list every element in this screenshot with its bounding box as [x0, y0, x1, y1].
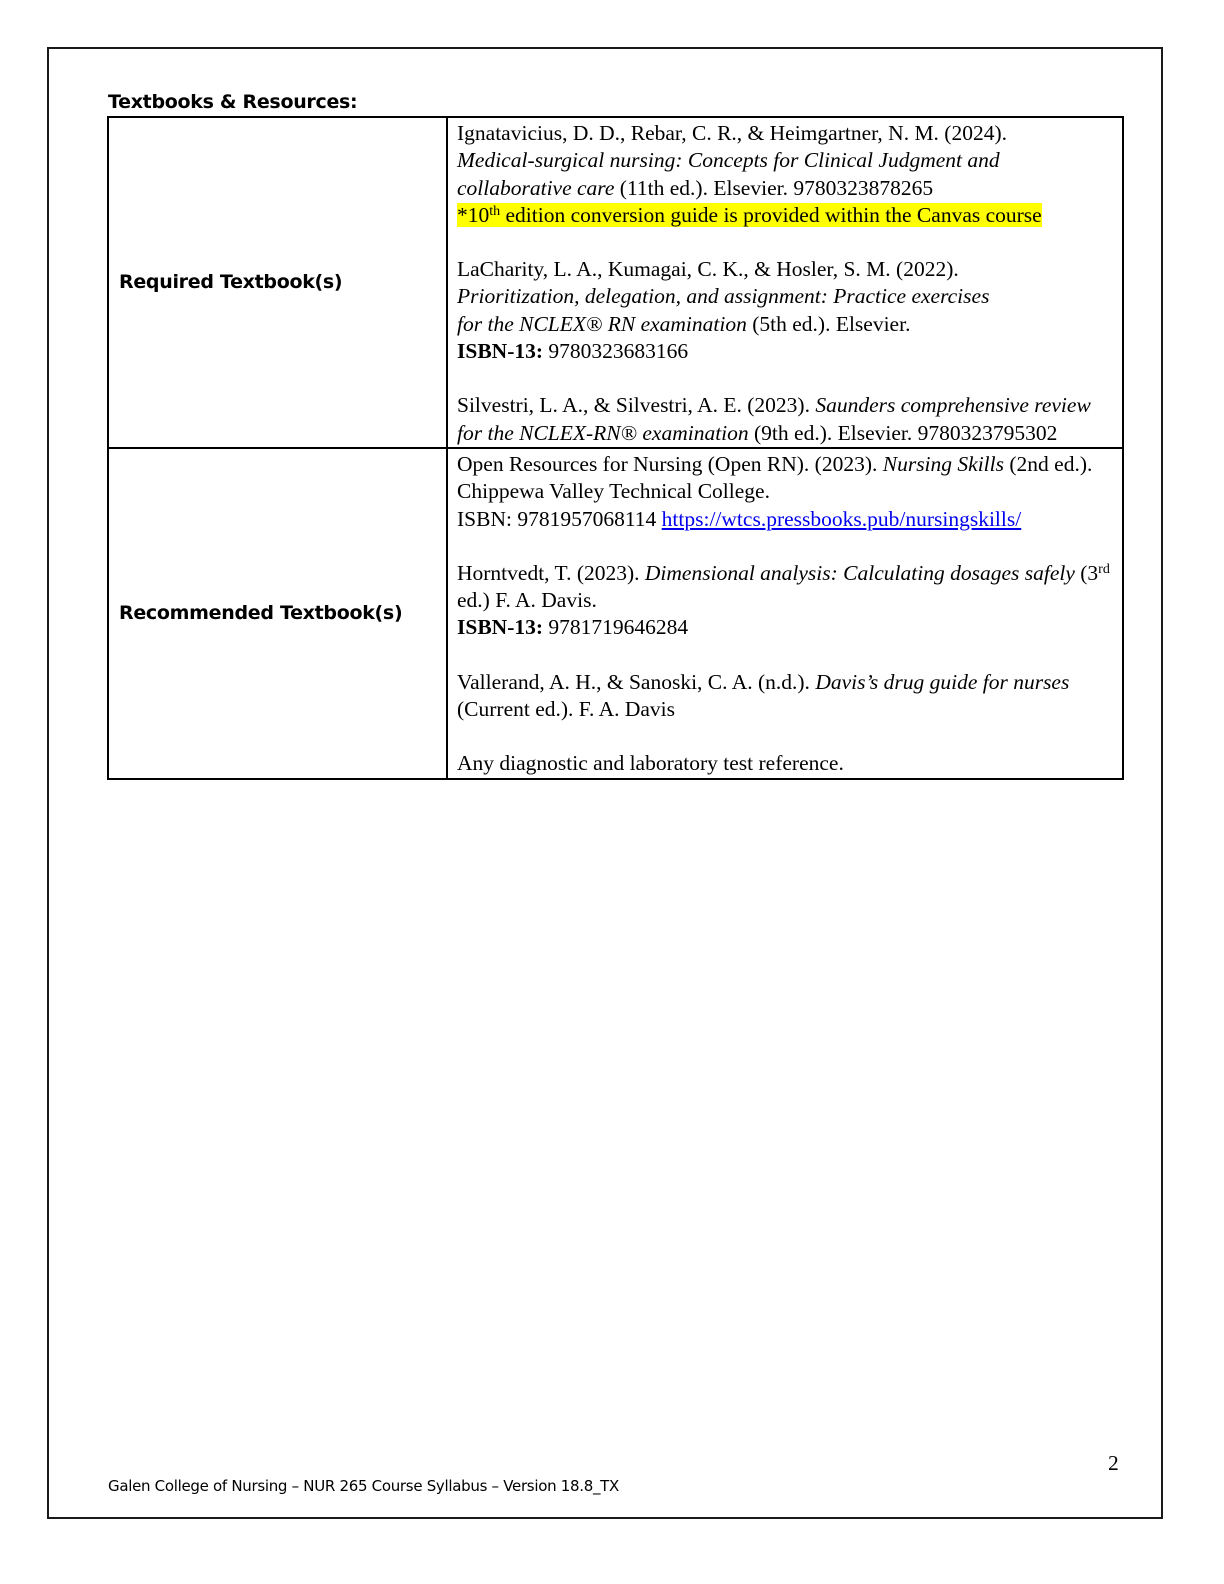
isbn-value: 9780323683166	[543, 339, 689, 364]
isbn-label: ISBN-13:	[457, 339, 544, 364]
table-row-recommended	[108, 448, 1123, 779]
entry-authors: Silvestri, L. A., & Silvestri, A. E. (2023).	[457, 393, 816, 418]
required-entry-lacharity	[457, 256, 1114, 365]
entry-details: (Current ed.). F. A. Davis	[457, 697, 676, 722]
entry-title: Saunders comprehensive review for the NCLEX-RN® examination	[457, 393, 1091, 445]
table-row-required	[108, 117, 1123, 448]
entry-details: (2nd ed.). Chippewa Valley Technical College.	[457, 451, 1093, 504]
recommended-entry-horntvedt: Horntvedt, T. (2023). Dimensional analysis: Calculating dosages safely (3rd ed.) F. A. Davis. ISBN-13: 9781719646284	[457, 560, 1110, 640]
required-content	[447, 117, 1123, 448]
entry-title: Dimensional analysis: Calculating dosages safely	[644, 560, 1075, 585]
entry-title: Medical-surgical nursing: Concepts for Clinical Judgment and collaborative care	[457, 148, 1000, 200]
highlighted-note: *10th edition conversion guide is provided within the Canvas course	[457, 202, 1042, 227]
textbooks-table	[107, 116, 1124, 780]
entry-authors: Vallerand, A. H., & Sanoski, C. A. (n.d.).	[457, 669, 816, 694]
entry-authors: LaCharity, L. A., Kumagai, C. K., & Hosler, S. M. (2022).	[457, 257, 959, 282]
entry-details: (11th ed.). Elsevier. 9780323878265	[614, 175, 934, 200]
nursing-skills-link[interactable]: https://wtcs.pressbooks.pub/nursingskills/	[661, 506, 1022, 531]
entry-details: (9th ed.). Elsevier. 9780323795302	[748, 420, 1058, 445]
page-number: 2	[1108, 1451, 1119, 1475]
entry-title: for the NCLEX® RN examination	[457, 311, 747, 336]
entry-authors: Horntvedt, T. (2023).	[457, 560, 645, 585]
required-label: Required Textbook(s)	[108, 117, 447, 448]
entry-authors: Open Resources for Nursing (Open RN). (2023).	[457, 451, 883, 476]
isbn-text: ISBN: 9781957068114	[457, 506, 662, 531]
recommended-content	[447, 448, 1123, 779]
entry-title: Davis’s drug guide for nurses	[815, 669, 1070, 694]
entry-title: Prioritization, delegation, and assignment: Practice exercises	[457, 284, 990, 309]
recommended-entry-diagnostic: Any diagnostic and laboratory test reference.	[457, 751, 844, 776]
footer-text: Galen College of Nursing – NUR 265 Course Syllabus – Version 18.8_TX	[108, 1477, 619, 1495]
recommended-entry-vallerand	[457, 669, 1114, 724]
section-heading: Textbooks & Resources:	[108, 91, 358, 113]
entry-authors: Ignatavicius, D. D., Rebar, C. R., & Heimgartner, N. M. (2024).	[457, 121, 1008, 145]
required-entry-ignatavicius	[457, 120, 1114, 229]
entry-details: (5th ed.). Elsevier.	[746, 311, 911, 336]
recommended-label: Recommended Textbook(s)	[108, 448, 447, 779]
isbn-value: 9781719646284	[543, 615, 689, 640]
required-entry-silvestri	[457, 392, 1114, 447]
entry-title: Nursing Skills	[882, 451, 1004, 476]
isbn-label: ISBN-13:	[457, 615, 544, 640]
recommended-entry-openrn	[457, 451, 1114, 533]
